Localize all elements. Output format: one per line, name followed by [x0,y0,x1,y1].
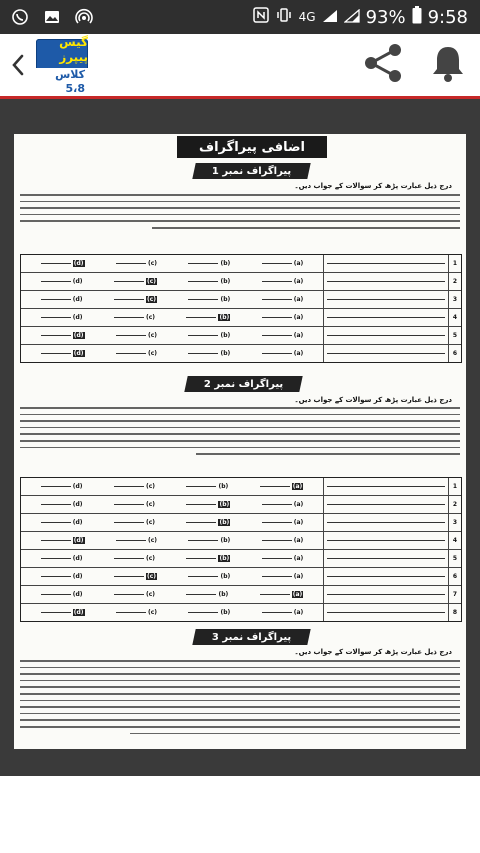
paragraph-2 [20,407,460,460]
option-label: (a) [293,519,304,526]
answer-option [262,573,304,580]
gallery-icon [42,7,62,27]
answer-option [41,609,85,616]
section-banner-3: پیراگراف نمبر 3 [192,629,310,645]
answer-option [114,501,155,508]
answer-option [41,483,83,490]
table-row [21,586,461,604]
answer-option [41,278,83,285]
table-row [21,327,461,345]
whatsapp-icon [10,7,30,27]
option-label: (d) [72,314,83,321]
answer-option [114,555,155,562]
answer-option [186,501,230,508]
table-row [21,550,461,568]
option-label: (d) [73,332,84,339]
nfc-icon [253,7,269,28]
option-label: (c) [145,591,156,598]
option-label: (c) [145,555,156,562]
option-label: (a) [293,332,304,339]
share-icon [362,42,404,84]
answer-option [262,332,304,339]
question-text [323,478,448,495]
battery-icon [412,6,422,29]
notification-button[interactable] [430,43,466,87]
answer-option [262,555,304,562]
battery-percent: 93% [365,6,406,28]
answer-option [116,609,157,616]
table-row [21,273,461,291]
share-button[interactable] [362,42,404,88]
clock: 9:58 [427,6,468,28]
answer-option [116,260,157,267]
answer-option [188,296,230,303]
option-label: (d) [72,501,83,508]
table-row [21,532,461,550]
chevron-left-icon [11,54,25,76]
question-number: 7 [448,586,461,603]
section-banner-2: پیراگراف نمبر 2 [184,376,302,392]
questions-table-1 [20,254,462,363]
answer-option [188,278,230,285]
table-row [21,514,461,532]
answer-option [262,537,304,544]
answer-option [41,501,83,508]
answer-option [262,314,304,321]
question-text [323,273,448,290]
option-label: (c) [147,332,158,339]
answer-option [186,519,230,526]
option-label: (b) [220,296,231,303]
answer-option [41,260,85,267]
answer-option [41,537,85,544]
paragraph-1 [20,194,460,234]
option-label: (c) [147,260,158,267]
question-text [323,291,448,308]
option-label: (b) [219,314,230,321]
answer-option [186,483,228,490]
question-number: 6 [448,568,461,585]
table-row [21,496,461,514]
logo-title: گیس پیپرز [59,34,88,64]
question-text [323,568,448,585]
answer-option [41,332,85,339]
question-number: 4 [448,309,461,326]
option-label: (c) [146,278,157,285]
question-text [323,345,448,362]
logo-subtitle: کلاس 5،8 [36,68,88,96]
pdf-viewer[interactable] [0,99,480,776]
question-text [323,586,448,603]
answer-option [262,296,304,303]
option-label: (b) [220,537,231,544]
app-logo [36,34,88,95]
answer-option [114,519,155,526]
question-text [323,550,448,567]
answer-option [41,314,83,321]
option-label: (d) [73,260,84,267]
question-text [323,532,448,549]
section-instruction-2: درج ذیل عبارت پڑھ کر سوالات کے جواب دیں۔ [294,396,452,404]
answer-option [114,483,155,490]
question-number: 1 [448,255,461,272]
hotspot-icon [74,7,94,27]
answer-option [188,350,230,357]
answer-option [188,609,230,616]
answer-option [114,314,155,321]
status-bar [0,0,480,34]
answer-option [188,332,230,339]
answer-option [186,555,230,562]
question-number: 1 [448,478,461,495]
option-label: (d) [72,519,83,526]
answer-option [262,278,304,285]
option-label: (b) [220,350,231,357]
app-bar [0,34,480,99]
option-label: (a) [292,483,303,490]
question-number: 5 [448,327,461,344]
option-label: (c) [147,609,158,616]
question-text [323,514,448,531]
option-label: (c) [145,483,156,490]
question-text [323,604,448,621]
answer-option [188,573,230,580]
table-row [21,345,461,362]
option-label: (d) [72,555,83,562]
back-button[interactable] [0,34,36,96]
answer-option [262,519,304,526]
answer-option [262,260,304,267]
document-title: اضافی پیراگراف [177,136,327,158]
option-label: (d) [73,609,84,616]
answer-option [186,591,228,598]
question-text [323,496,448,513]
question-text [323,327,448,344]
table-row [21,568,461,586]
table-row [21,255,461,273]
network-type: 4G [298,10,316,24]
document-page[interactable] [14,134,466,749]
signal-icon-2 [344,7,360,28]
option-label: (c) [145,501,156,508]
table-row [21,478,461,496]
option-label: (c) [145,314,156,321]
option-label: (b) [220,332,231,339]
answer-option [188,537,230,544]
answer-option [41,296,83,303]
question-text [323,255,448,272]
answer-option [260,591,304,598]
option-label: (b) [220,609,231,616]
question-number: 8 [448,604,461,621]
option-label: (a) [293,609,304,616]
question-number: 3 [448,291,461,308]
option-label: (a) [293,278,304,285]
answer-option [41,350,85,357]
option-label: (c) [147,350,158,357]
option-label: (c) [146,573,157,580]
option-label: (b) [219,501,230,508]
option-label: (a) [293,555,304,562]
option-label: (b) [220,260,231,267]
question-number: 2 [448,273,461,290]
option-label: (d) [72,296,83,303]
option-label: (a) [293,350,304,357]
answer-option [41,519,83,526]
option-label: (c) [147,537,158,544]
answer-option [41,573,83,580]
answer-option [116,332,157,339]
option-label: (b) [219,519,230,526]
answer-option [262,609,304,616]
section-banner-1: پیراگراف نمبر 1 [192,163,310,179]
option-label: (b) [220,278,231,285]
answer-option [41,555,83,562]
option-label: (b) [218,483,229,490]
question-number: 6 [448,345,461,362]
answer-option [188,260,230,267]
option-label: (b) [219,555,230,562]
answer-option [116,350,157,357]
table-row [21,291,461,309]
option-label: (a) [293,573,304,580]
answer-option [116,537,157,544]
section-instruction-3: درج ذیل عبارت پڑھ کر سوالات کے جواب دیں۔ [294,648,452,656]
option-label: (d) [72,278,83,285]
option-label: (a) [293,296,304,303]
question-number: 2 [448,496,461,513]
question-number: 5 [448,550,461,567]
answer-option [41,591,83,598]
question-number: 4 [448,532,461,549]
answer-option [262,350,304,357]
option-label: (a) [293,260,304,267]
answer-option [114,573,157,580]
option-label: (b) [220,573,231,580]
questions-table-2 [20,477,462,622]
option-label: (a) [292,591,303,598]
answer-option [186,314,230,321]
option-label: (c) [145,519,156,526]
bell-icon [430,43,466,83]
question-text [323,309,448,326]
option-label: (d) [73,537,84,544]
option-label: (d) [72,573,83,580]
answer-option [114,296,157,303]
section-instruction-1: درج ذیل عبارت پڑھ کر سوالات کے جواب دیں۔ [294,182,452,190]
table-row [21,604,461,621]
option-label: (c) [146,296,157,303]
option-label: (a) [293,314,304,321]
option-label: (d) [73,350,84,357]
signal-icon [322,7,338,28]
option-label: (d) [72,591,83,598]
vibrate-icon [275,7,293,28]
table-row [21,309,461,327]
question-number: 3 [448,514,461,531]
option-label: (a) [293,501,304,508]
option-label: (b) [218,591,229,598]
answer-option [260,483,304,490]
paragraph-3 [20,660,460,739]
option-label: (a) [293,537,304,544]
answer-option [262,501,304,508]
answer-option [114,591,155,598]
option-label: (d) [72,483,83,490]
answer-option [114,278,157,285]
